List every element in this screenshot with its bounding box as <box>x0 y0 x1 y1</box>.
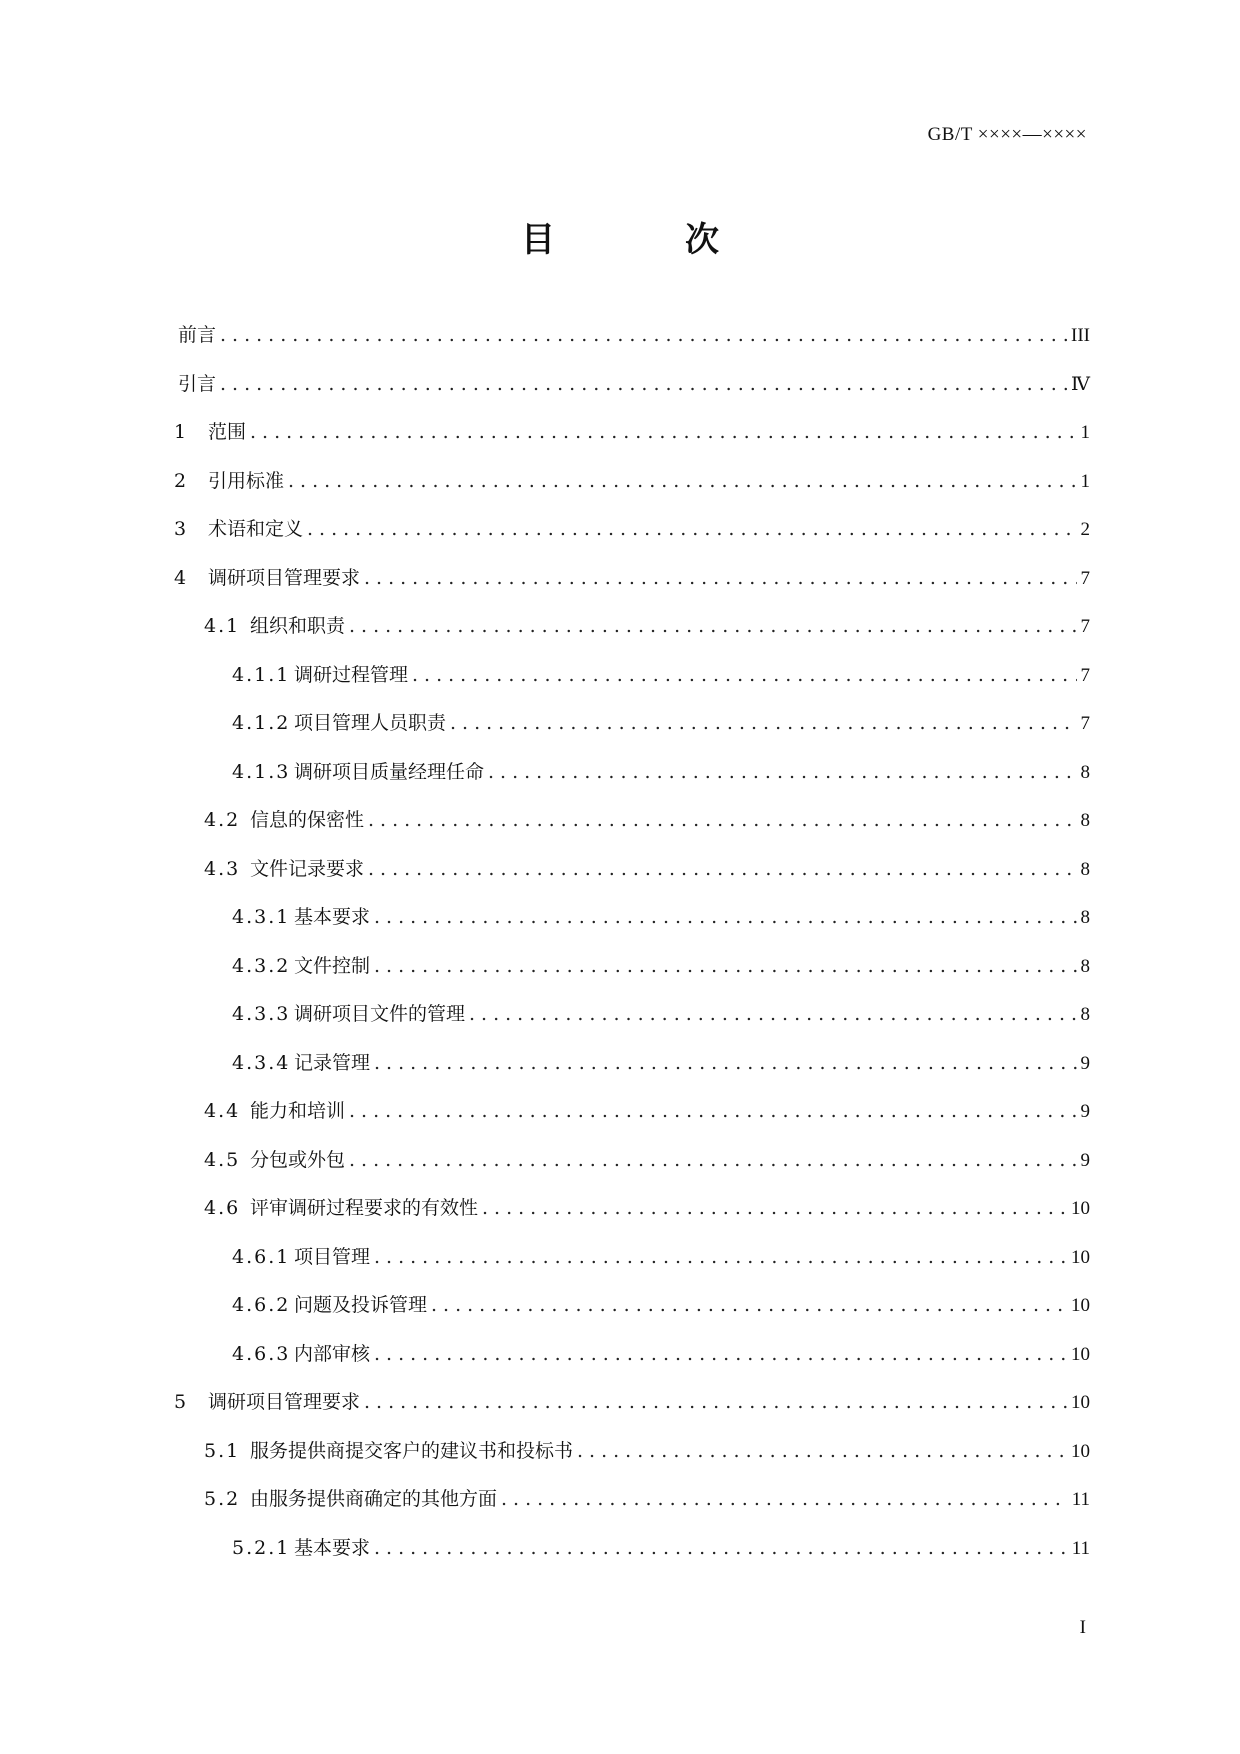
toc-leader-dots <box>349 1145 1076 1175</box>
toc-entry-label: 项目管理人员职责 <box>294 712 447 734</box>
toc-entry[interactable] <box>232 999 1090 1029</box>
toc-entry-page: 10 <box>1071 1392 1090 1413</box>
page-title: 目 次 <box>521 220 767 260</box>
toc-entry-page: 2 <box>1080 519 1090 540</box>
toc-entry[interactable] <box>204 611 1090 641</box>
toc-entry-number: 4 <box>174 566 189 589</box>
page-number: I <box>1079 1617 1086 1638</box>
toc-entry-label: 前言 <box>178 324 217 346</box>
toc-entry-number: 4.6.2 <box>232 1294 291 1316</box>
toc-entry[interactable] <box>232 1533 1090 1563</box>
toc-entry[interactable] <box>232 1048 1090 1078</box>
toc-leader-dots <box>412 660 1076 690</box>
toc-entry-label: 问题及投诉管理 <box>294 1294 428 1316</box>
toc-entry-label: 调研项目文件的管理 <box>294 1003 466 1025</box>
toc-entry[interactable] <box>204 1436 1090 1466</box>
toc-entry-label: 调研项目管理要求 <box>208 566 361 589</box>
toc-leader-dots <box>501 1484 1068 1514</box>
toc-entry-page: 7 <box>1080 616 1090 637</box>
toc-leader-dots <box>364 1387 1067 1417</box>
toc-entry-page: 7 <box>1080 664 1090 686</box>
toc-entry-label: 分包或外包 <box>250 1148 346 1171</box>
toc-entry[interactable] <box>204 1096 1090 1126</box>
toc-entry-page: 7 <box>1080 567 1090 589</box>
toc-leader-dots <box>374 1242 1067 1272</box>
toc-entry-page: 8 <box>1080 1004 1090 1025</box>
toc-leader-dots <box>307 514 1076 544</box>
toc-entry-label: 基本要求 <box>294 1536 371 1559</box>
toc-entry-number: 4.6.3 <box>232 1342 291 1365</box>
toc-entry-page: Ⅳ <box>1071 373 1090 395</box>
toc-entry-label: 术语和定义 <box>208 518 304 540</box>
toc-entry[interactable] <box>232 708 1090 738</box>
toc-entry-page: 8 <box>1080 810 1090 831</box>
toc-entry-page: 10 <box>1071 1440 1090 1462</box>
toc-leader-dots <box>349 1096 1076 1126</box>
toc-entry-label: 能力和培训 <box>250 1100 346 1122</box>
toc-entry-page: 10 <box>1071 1343 1090 1365</box>
toc-entry-number: 5.1 <box>204 1439 241 1462</box>
standard-number: GB/T ××××—×××× <box>927 124 1087 145</box>
toc-entry-label: 调研项目质量经理任命 <box>294 760 485 783</box>
toc-entry-page: 11 <box>1071 1537 1090 1559</box>
toc-entry[interactable] <box>174 466 1090 496</box>
toc-entry-label: 服务提供商提交客户的建议书和投标书 <box>250 1439 574 1462</box>
toc-entry-page: 7 <box>1080 713 1090 734</box>
toc-leader-dots <box>482 1193 1067 1223</box>
toc-leader-dots <box>374 902 1076 932</box>
toc-entry[interactable] <box>232 757 1090 787</box>
toc-entry[interactable] <box>204 854 1090 884</box>
toc-entry-number: 4.6.1 <box>232 1245 291 1268</box>
toc-leader-dots <box>368 854 1076 884</box>
toc-entry-number: 4.5 <box>204 1148 241 1171</box>
toc-entry-page: 10 <box>1071 1295 1090 1316</box>
toc-leader-dots <box>220 320 1067 350</box>
toc-entry-number: 4.3.4 <box>232 1051 291 1074</box>
toc-entry-number: 5 <box>174 1391 189 1413</box>
toc-entry-page: 9 <box>1080 1052 1090 1074</box>
toc-leader-dots <box>431 1290 1067 1320</box>
toc-leader-dots <box>469 999 1076 1029</box>
toc-entry-number: 5.2.1 <box>232 1536 291 1559</box>
toc-entry[interactable] <box>232 951 1090 981</box>
toc-entry[interactable] <box>204 1145 1090 1175</box>
toc-entry-label: 引言 <box>178 372 217 395</box>
toc-leader-dots <box>374 951 1076 981</box>
toc-entry-number: 5.2 <box>204 1488 241 1510</box>
toc-entry-label: 基本要求 <box>294 906 371 928</box>
toc-entry-label: 调研过程管理 <box>294 663 409 686</box>
toc-entry-page: 10 <box>1071 1198 1090 1219</box>
toc-entry-number: 4.1.3 <box>232 760 291 783</box>
toc-entry-page: 8 <box>1080 907 1090 928</box>
toc-entry-label: 内部审核 <box>294 1342 371 1365</box>
toc-entry-label: 文件控制 <box>294 954 371 977</box>
toc-entry[interactable] <box>232 1290 1090 1320</box>
toc-entry-number: 3 <box>174 518 189 540</box>
toc-entry-page: 10 <box>1071 1246 1090 1268</box>
toc-entry-label: 评审调研过程要求的有效性 <box>250 1197 479 1219</box>
toc-leader-dots <box>488 757 1076 787</box>
toc-entry-label: 文件记录要求 <box>250 857 365 880</box>
toc-leader-dots <box>577 1436 1067 1466</box>
toc-leader-dots <box>250 417 1076 447</box>
toc-entry-number: 4.4 <box>204 1100 241 1122</box>
toc-entry[interactable] <box>174 1387 1090 1417</box>
toc-entry-number: 4.6 <box>204 1197 241 1219</box>
toc-entry-label: 信息的保密性 <box>250 809 365 831</box>
toc-entry[interactable] <box>174 563 1090 593</box>
toc-leader-dots <box>374 1339 1067 1369</box>
toc-entry-page: 8 <box>1080 955 1090 977</box>
toc-entry-label: 由服务提供商确定的其他方面 <box>250 1488 498 1510</box>
toc-entry-page: 1 <box>1080 470 1090 492</box>
toc-entry[interactable] <box>178 320 1090 350</box>
toc-entry-number: 4.1.2 <box>232 712 291 734</box>
toc-leader-dots <box>374 1533 1068 1563</box>
toc-entry[interactable] <box>232 1339 1090 1369</box>
toc-entry[interactable] <box>232 1242 1090 1272</box>
toc-entry-page: 9 <box>1080 1101 1090 1122</box>
toc-entry-number: 4.3.1 <box>232 906 291 928</box>
toc-entry-number: 4.3.2 <box>232 954 291 977</box>
toc-entry[interactable] <box>174 417 1090 447</box>
toc-entry-page: 9 <box>1080 1149 1090 1171</box>
toc-leader-dots <box>364 563 1076 593</box>
toc-leader-dots <box>288 466 1076 496</box>
toc-entry-number: 1 <box>174 421 189 443</box>
toc-entry[interactable] <box>232 902 1090 932</box>
toc-entry-number: 4.3 <box>204 857 241 880</box>
toc-entry-page: 11 <box>1071 1489 1090 1510</box>
toc-entry-label: 项目管理 <box>294 1245 371 1268</box>
toc-entry[interactable] <box>174 514 1090 544</box>
toc-entry-number: 4.3.3 <box>232 1003 291 1025</box>
toc-entry-number: 4.2 <box>204 809 241 831</box>
toc-entry-number: 4.1 <box>204 615 241 637</box>
toc-entry-label: 组织和职责 <box>250 615 346 637</box>
toc-entry[interactable] <box>204 805 1090 835</box>
toc-entry[interactable] <box>232 660 1090 690</box>
toc-entry-number: 2 <box>174 469 189 492</box>
toc-entry[interactable] <box>204 1484 1090 1514</box>
toc-leader-dots <box>220 369 1067 399</box>
toc-leader-dots <box>450 708 1076 738</box>
toc-entry-label: 范围 <box>208 421 247 443</box>
toc-entry-label: 调研项目管理要求 <box>208 1391 361 1413</box>
toc-entry-page: 8 <box>1080 858 1090 880</box>
toc-entry-label: 记录管理 <box>294 1051 371 1074</box>
toc-leader-dots <box>349 611 1076 641</box>
toc-entry-page: 8 <box>1080 761 1090 783</box>
toc-entry[interactable] <box>204 1193 1090 1223</box>
toc-entry[interactable] <box>178 369 1090 399</box>
toc-entry-page: III <box>1071 325 1090 346</box>
toc-entry-number: 4.1.1 <box>232 663 291 686</box>
toc-leader-dots <box>374 1048 1076 1078</box>
toc-leader-dots <box>368 805 1076 835</box>
toc-entry-label: 引用标准 <box>208 469 285 492</box>
toc-entry-page: 1 <box>1080 422 1090 443</box>
